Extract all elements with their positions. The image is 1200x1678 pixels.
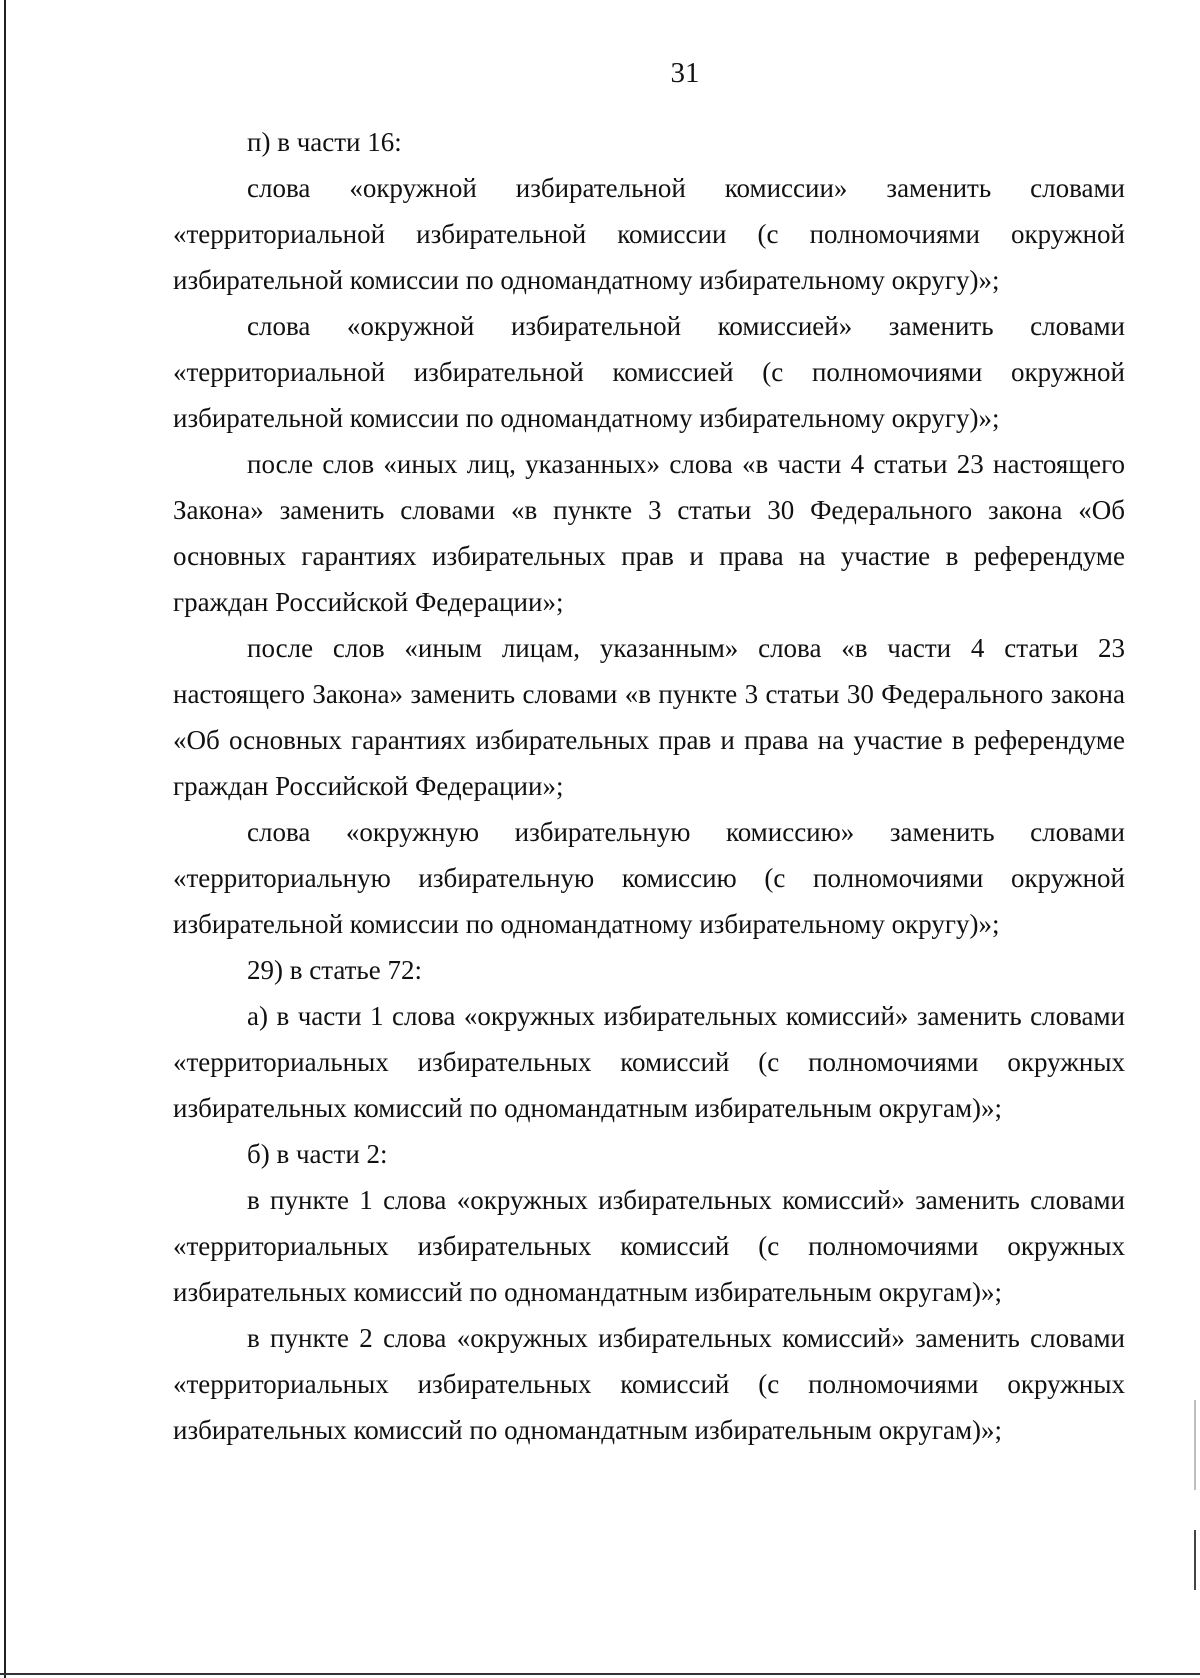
paragraph: 29) в статье 72: [247, 955, 422, 985]
scan-mark-right [1194, 1400, 1196, 1490]
paragraph: слова «окружной избирательной комиссией» заменить словами «территориальной избирательной комиссией (с полномочиями окружной избирательной комиссии по одномандатному избирательному округу)»; [173, 311, 1125, 433]
paragraph: п) в части 16: [247, 127, 402, 157]
paragraph: в пункте 2 слова «окружных избирательных комиссий» заменить словами «территориальных избирательных комиссий (с полномочиями окружных избирательных комиссий по одномандатным избирательным округам)»; [173, 1323, 1125, 1445]
paragraph: слова «окружной избирательной комиссии» заменить словами «территориальной избирательной комиссии (с полномочиями окружной избирательной комиссии по одномандатному избирательному округу)»; [173, 173, 1125, 295]
paragraph: слова «окружную избирательную комиссию» заменить словами «территориальную избирательную комиссию (с полномочиями окружной избирательной комиссии по одномандатному избирательному округу)»; [173, 817, 1125, 939]
scan-edge-left [4, 0, 6, 1678]
paragraph: после слов «иным лицам, указанным» слова «в части 4 статьи 23 настоящего Закона» заменить словами «в пункте 3 статьи 30 Федерального закона «Об основных гарантиях избирательных прав и права на участие в референдуме граждан Российской Федерации»; [173, 633, 1125, 801]
document-body [173, 119, 1125, 1453]
paragraph: после слов «иных лиц, указанных» слова «в части 4 статьи 23 настоящего Закона» заменить словами «в пункте 3 статьи 30 Федерального закона «Об основных гарантиях избирательных прав и права на участие в референдуме граждан Российской Федерации»; [173, 449, 1125, 617]
paragraph: б) в части 2: [247, 1139, 388, 1169]
paragraph: а) в части 1 слова «окружных избирательных комиссий» заменить словами «территориальных избирательных комиссий (с полномочиями окружных избирательных комиссий по одномандатным избирательным округам)»; [173, 1001, 1125, 1123]
scan-mark-right [1194, 1530, 1196, 1590]
page-number: 31 [670, 57, 700, 89]
paragraph: в пункте 1 слова «окружных избирательных комиссий» заменить словами «территориальных избирательных комиссий (с полномочиями окружных избирательных комиссий по одномандатным избирательным округам)»; [173, 1185, 1125, 1307]
scan-edge-bottom [0, 1673, 1200, 1675]
